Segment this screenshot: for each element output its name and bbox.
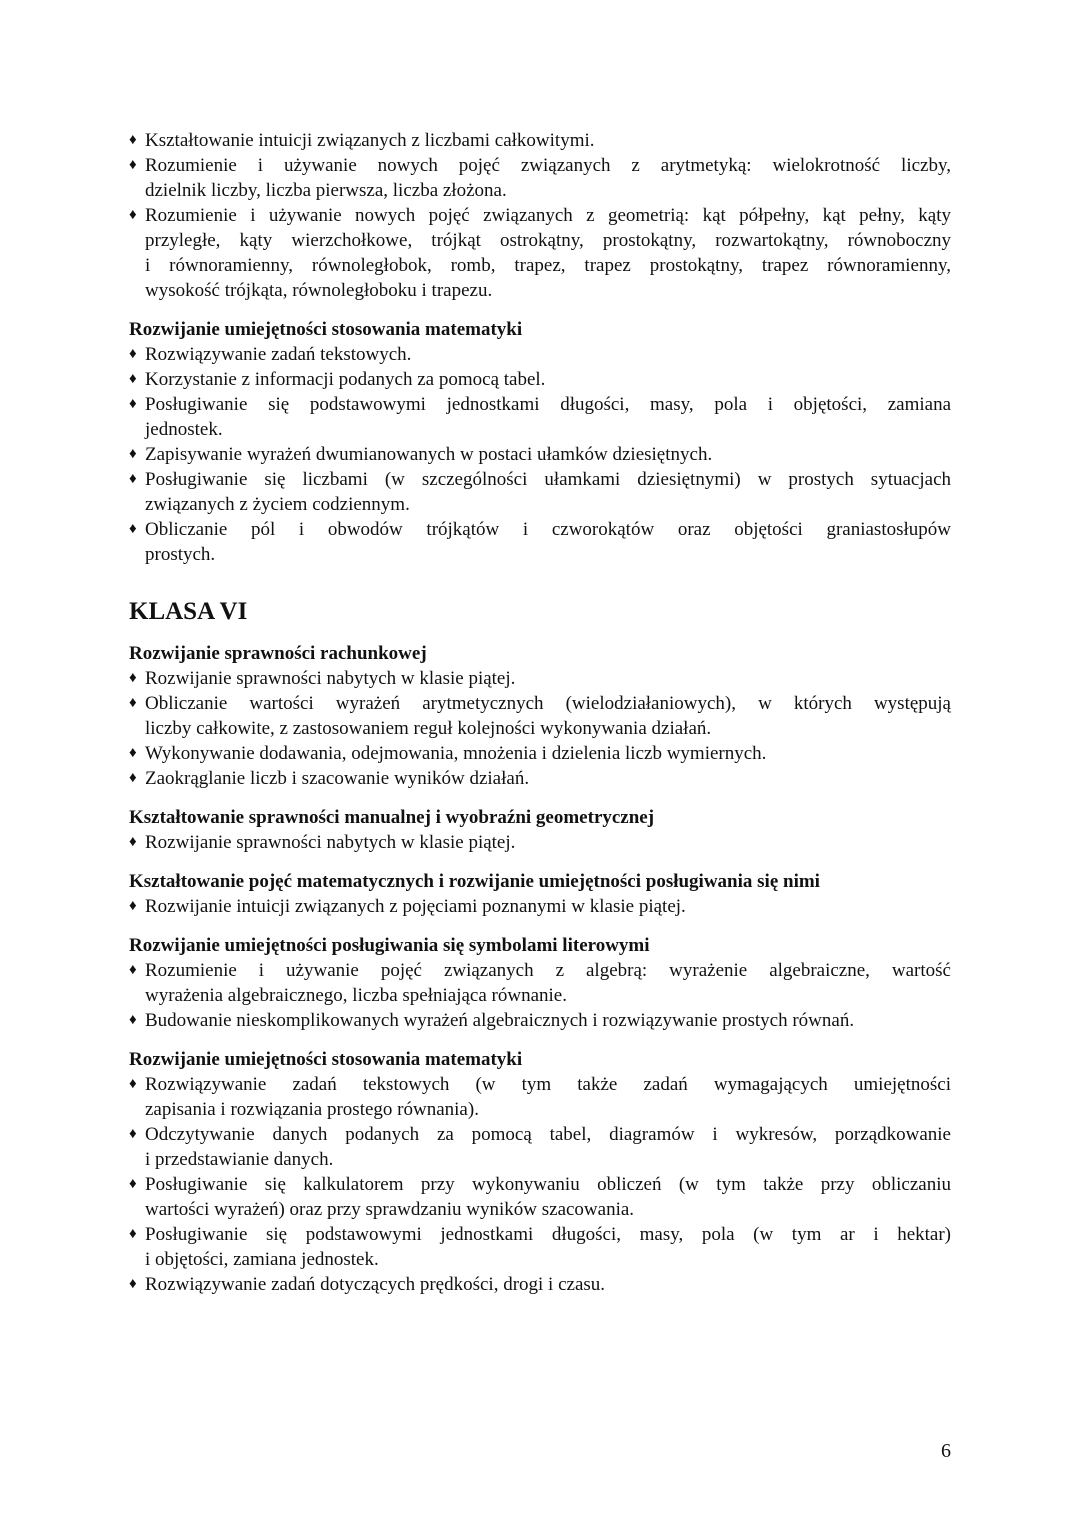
list-item-line: ♦ Obliczanie pól i obwodów trójkątów i czworokątów oraz objętości graniastosłupów — [145, 519, 951, 540]
document-page — [129, 128, 951, 1297]
section-list — [129, 894, 951, 919]
list-item — [129, 342, 951, 367]
list-item-line: ♦ Posługiwanie się podstawowymi jednostkami długości, masy, pola i objętości, zamiana — [145, 394, 951, 415]
list-item-line: ♦ Rozwijanie sprawności nabytych w klasie piątej. — [145, 668, 516, 689]
section-heading: Kształtowanie sprawności manualnej i wyobraźni geometrycznej — [129, 807, 655, 828]
list-item-line: ♦ Wykonywanie dodawania, odejmowania, mnożenia i dzielenia liczb wymiernych. — [145, 743, 767, 764]
list-item — [129, 1008, 951, 1033]
list-item-line: zapisania i rozwiązania prostego równania). — [145, 1099, 479, 1120]
list-item — [129, 958, 951, 1008]
list-item-line: i przedstawianie danych. — [145, 1149, 334, 1170]
list-item-line: wartości wyrażeń) oraz przy sprawdzaniu wyników szacowania. — [145, 1199, 635, 1220]
list-item — [129, 1122, 951, 1172]
list-item — [129, 830, 951, 855]
list-item-line: i równoramienny, równoległobok, romb, trapez, trapez prostokątny, trapez równoramienny, — [145, 255, 951, 276]
list-item — [129, 367, 951, 392]
list-item-line: ♦ Obliczanie wartości wyrażeń arytmetycznych (wielodziałaniowych), w których występują — [145, 693, 951, 714]
list-item — [129, 442, 951, 467]
list-item-line: ♦ Korzystanie z informacji podanych za pomocą tabel. — [145, 369, 546, 390]
list-item-line: liczby całkowite, z zastosowaniem reguł kolejności wykonywania działań. — [145, 718, 712, 739]
list-item-line: ♦ Budowanie nieskomplikowanych wyrażeń algebraicznych i rozwiązywanie prostych równań. — [145, 1010, 855, 1031]
list-item-line: ♦ Rozwijanie intuicji związanych z pojęciami poznanymi w klasie piątej. — [145, 896, 686, 917]
list-item-line: wysokość trójkąta, równoległoboku i trapezu. — [145, 280, 493, 301]
section-list — [129, 666, 951, 791]
list-item — [129, 1172, 951, 1222]
list-item-line: ♦ Rozumienie i używanie nowych pojęć związanych z arytmetyką: wielokrotność liczby, — [145, 155, 951, 176]
list-item-line: i objętości, zamiana jednostek. — [145, 1249, 379, 1270]
list-item-line: ♦ Odczytywanie danych podanych za pomocą tabel, diagramów i wykresów, porządkowanie — [145, 1124, 951, 1145]
list-item — [129, 741, 951, 766]
list-item — [129, 517, 951, 567]
list-item — [129, 894, 951, 919]
list-item — [129, 666, 951, 691]
section-list — [129, 958, 951, 1033]
list-item-line: ♦ Kształtowanie intuicji związanych z liczbami całkowitymi. — [145, 130, 595, 151]
intro-list — [129, 128, 951, 303]
section-list — [129, 342, 951, 567]
section-list — [129, 830, 951, 855]
list-item — [129, 153, 951, 203]
list-item-line: ♦ Posługiwanie się kalkulatorem przy wykonywaniu obliczeń (w tym także przy obliczaniu — [145, 1174, 951, 1195]
list-item-line: ♦ Rozumienie i używanie pojęć związanych z algebrą: wyrażenie algebraiczne, wartość — [145, 960, 951, 981]
list-item-line: prostych. — [145, 544, 216, 565]
list-item-line: ♦ Zaokrąglanie liczb i szacowanie wyników działań. — [145, 768, 530, 789]
list-item — [129, 1222, 951, 1272]
list-item — [129, 203, 951, 303]
section-heading: Rozwijanie umiejętności stosowania matematyki — [129, 319, 523, 340]
list-item — [129, 128, 951, 153]
list-item-line: ♦ Rozumienie i używanie nowych pojęć związanych z geometrią: kąt półpełny, kąt pełny, kąty — [145, 205, 951, 226]
list-item-line: ♦ Rozwiązywanie zadań tekstowych. — [145, 344, 412, 365]
section-list — [129, 1072, 951, 1297]
list-item-line: ♦ Zapisywanie wyrażeń dwumianowanych w postaci ułamków dziesiętnych. — [145, 444, 713, 465]
list-item-line: ♦ Rozwiązywanie zadań tekstowych (w tym także zadań wymagających umiejętności — [145, 1074, 951, 1095]
list-item — [129, 392, 951, 442]
list-item-line: ♦ Posługiwanie się liczbami (w szczególności ułamkami dziesiętnymi) w prostych sytuacjach — [145, 469, 951, 490]
class-title: KLASA VI — [129, 598, 248, 625]
section-heading: Rozwijanie sprawności rachunkowej — [129, 643, 427, 664]
section-heading: Rozwijanie umiejętności stosowania matematyki — [129, 1049, 523, 1070]
list-item — [129, 766, 951, 791]
list-item-line: przyległe, kąty wierzchołkowe, trójkąt ostrokątny, prostokątny, rozwartokątny, równoboczny — [145, 230, 951, 251]
list-item-line: związanych z życiem codziennym. — [145, 494, 410, 515]
list-item-line: wyrażenia algebraicznego, liczba spełniająca równanie. — [145, 985, 567, 1006]
list-item-line: ♦ Rozwiązywanie zadań dotyczących prędkości, drogi i czasu. — [145, 1274, 606, 1295]
list-item-line: dzielnik liczby, liczba pierwsza, liczba złożona. — [145, 180, 507, 201]
list-item — [129, 467, 951, 517]
list-item-line: ♦ Rozwijanie sprawności nabytych w klasie piątej. — [145, 832, 516, 853]
page-number: 6 — [941, 1440, 951, 1462]
list-item — [129, 1072, 951, 1122]
list-item-line: jednostek. — [145, 419, 223, 440]
list-item — [129, 1272, 951, 1297]
section-heading: Kształtowanie pojęć matematycznych i rozwijanie umiejętności posługiwania się nimi — [129, 871, 820, 892]
section-heading: Rozwijanie umiejętności posługiwania się symbolami literowymi — [129, 935, 650, 956]
list-item-line: ♦ Posługiwanie się podstawowymi jednostkami długości, masy, pola (w tym ar i hektar) — [145, 1224, 951, 1245]
list-item — [129, 691, 951, 741]
